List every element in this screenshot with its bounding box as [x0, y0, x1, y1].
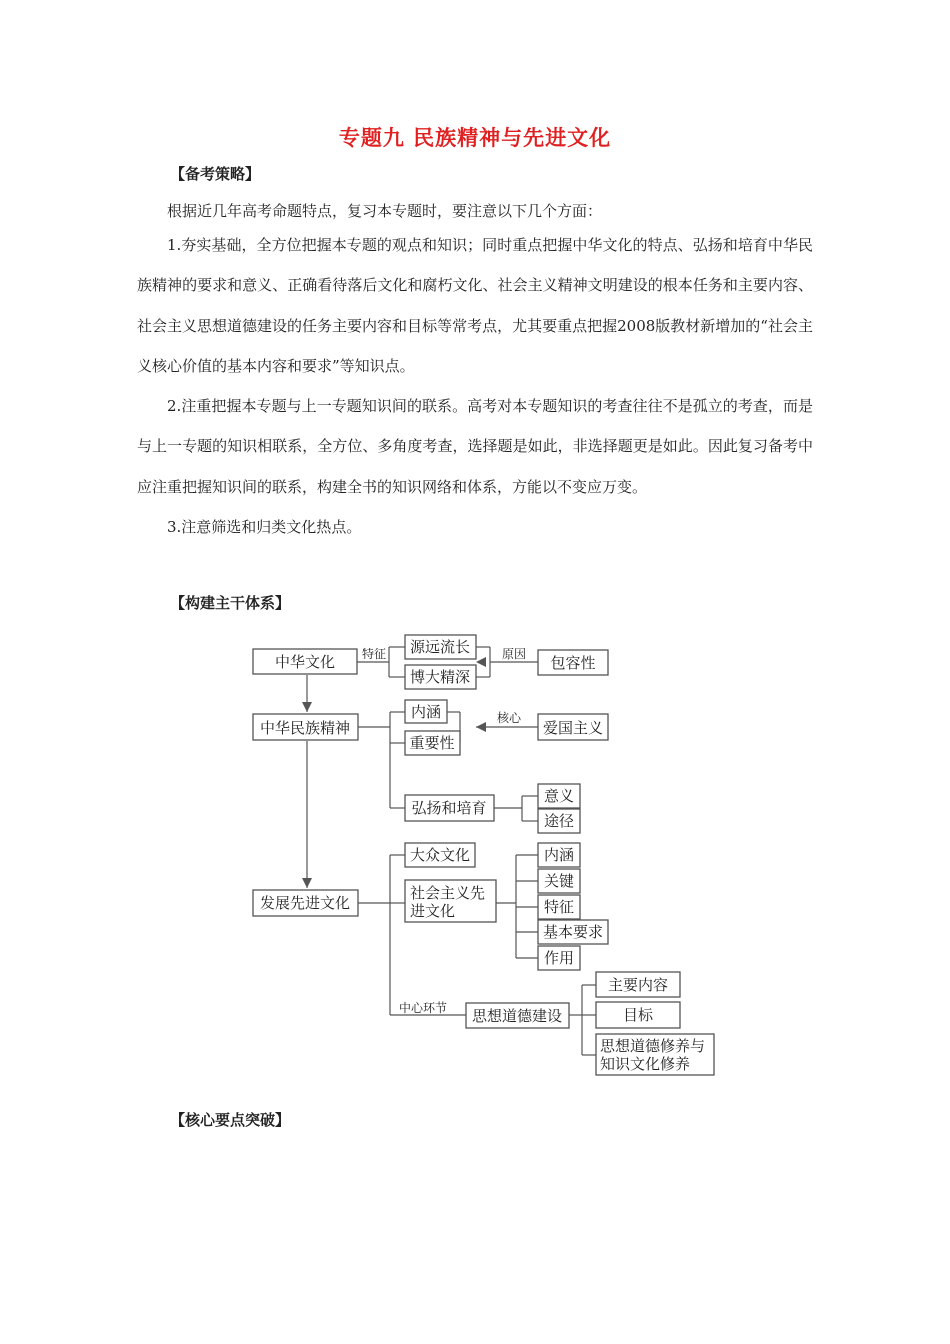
paragraph-1: 1.夯实基础，全方位把握本专题的观点和知识；同时重点把握中华文化的特点、弘扬和培育中华民族精神的要求和意义、正确看待落后文化和腐朽文化、社会主义精神文明建设的根本任务和主要内容、社会主义思想道德建设的任务主要内容和目标等常考点，尤其要重点把握2008版教材新增加的“社会主义核心价值的基本内容和要求”等知识点。 — [137, 236, 813, 375]
label-boda: 博大精深 — [409, 668, 471, 686]
label-guanjian: 关键 — [543, 872, 575, 890]
section-heading-strategy: 【备考策略】 — [170, 165, 261, 183]
label-yiyi: 意义 — [543, 787, 575, 805]
label-zhonghua-wenhua: 中华文化 — [274, 653, 336, 671]
label-yuanyuan: 源远流长 — [409, 638, 471, 656]
label-tezheng: 特征 — [361, 647, 387, 661]
label-tujing: 途径 — [543, 812, 575, 830]
label-hexin: 核心 — [496, 711, 522, 725]
page-title: 专题九 民族精神与先进文化 — [338, 126, 612, 150]
label-mubiao: 目标 — [622, 1006, 654, 1024]
label-neihan-2: 内涵 — [543, 846, 575, 864]
label-shehui-line1: 社会主义先 — [410, 884, 486, 902]
section-heading-core: 【核心要点突破】 — [170, 1111, 291, 1129]
label-hongyang: 弘扬和培育 — [411, 799, 487, 817]
label-shehui-line2: 进文化 — [410, 902, 456, 920]
label-sixiang: 思想道德建设 — [471, 1007, 563, 1025]
label-zhongxin: 中心环节 — [398, 1001, 448, 1015]
label-tezheng-2: 特征 — [543, 898, 575, 916]
label-aiguo: 爱国主义 — [542, 719, 604, 737]
label-xiuyang-line1: 思想道德修养与 — [600, 1037, 706, 1055]
intro-paragraph: 根据近几年高考命题特点，复习本专题时，要注意以下几个方面： — [167, 202, 603, 220]
label-dazhong: 大众文化 — [409, 846, 471, 864]
label-neihan: 内涵 — [410, 703, 442, 721]
paragraph-2: 2.注重把握本专题与上一专题知识间的联系。高考对本专题知识的考查往往不是孤立的考查，而是与上一专题的知识相联系，全方位、多角度考查，选择题是如此，非选择题更是如此。因此复习备考中应注重把握知识间的联系，构建全书的知识网络和体系，方能以不变应万变。 — [137, 397, 813, 496]
label-zhuyao: 主要内容 — [607, 976, 669, 994]
section-heading-system: 【构建主干体系】 — [170, 594, 291, 612]
label-minzu-jingshen: 中华民族精神 — [259, 719, 351, 737]
paragraph-3: 3.注意筛选和归类文化热点。 — [167, 518, 362, 537]
label-fazhan: 发展先进文化 — [259, 894, 351, 912]
label-zhongyao: 重要性 — [409, 734, 455, 752]
label-baorong: 包容性 — [550, 654, 596, 672]
label-zuoyong: 作用 — [543, 949, 575, 967]
label-jiben: 基本要求 — [542, 923, 604, 941]
label-yuanyin: 原因 — [501, 647, 527, 661]
label-xiuyang-line2: 知识文化修养 — [600, 1055, 691, 1073]
